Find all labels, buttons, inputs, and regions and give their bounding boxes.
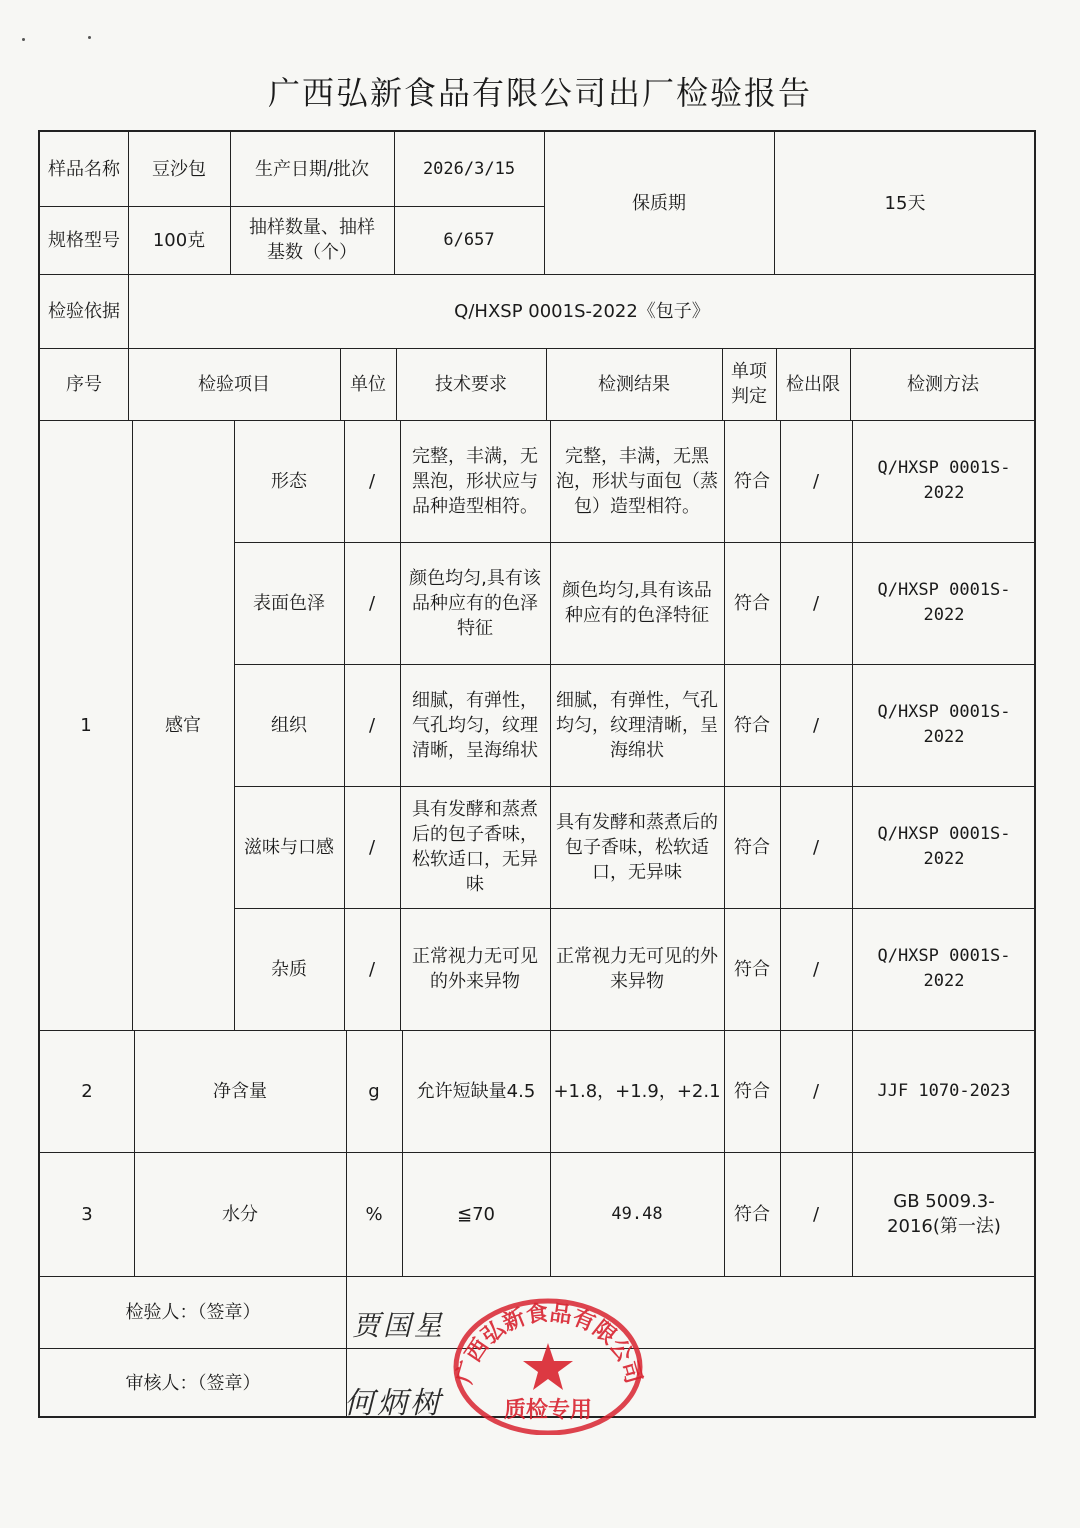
sensory-row-method: Q/HXSP 0001S-2022 — [877, 824, 1011, 869]
seal-company-text: 广西弘新食品有限公司 — [452, 1300, 646, 1387]
sensory-row-result: 颜色均匀,具有该品种应有的色泽特征 — [562, 580, 712, 626]
grid-line — [230, 132, 231, 274]
sensory-row-limit: / — [812, 714, 820, 736]
sensory-row-method: Q/HXSP 0001S-2022 — [877, 458, 1011, 503]
row-unit: % — [365, 1203, 383, 1225]
row-item: 净含量 — [213, 1080, 267, 1102]
sensory-row-item: 杂质 — [271, 958, 307, 980]
sensory-row-unit: / — [368, 470, 376, 492]
reviewer-label: 审核人：（签章） — [125, 1372, 261, 1394]
spec-label: 规格型号 — [48, 229, 120, 251]
col-no: 序号 — [66, 373, 102, 395]
prod-date: 2026/3/15 — [422, 158, 516, 179]
sensory-row-requirement: 具有发酵和蒸煮后的包子香味，松软适口，无异味 — [412, 799, 538, 895]
sensory-row-unit: / — [368, 958, 376, 980]
sensory-row-item: 滋味与口感 — [244, 836, 334, 858]
row-requirement: ≦70 — [457, 1203, 495, 1225]
group1-category: 感官 — [165, 714, 201, 736]
grid-line — [776, 348, 777, 420]
basis: Q/HXSP 0001S-2022《包子》 — [454, 300, 710, 322]
grid-line — [128, 132, 129, 348]
grid-line — [852, 420, 853, 1276]
grid-line — [780, 420, 781, 1276]
col-unit: 单位 — [350, 373, 386, 395]
sensory-row-requirement: 正常视力无可见的外来异物 — [412, 946, 538, 992]
grid-line — [550, 420, 551, 1276]
reviewer-signature: 何炳树 — [344, 1386, 443, 1421]
grid-line — [724, 420, 725, 1276]
row-result: 49.48 — [611, 1203, 663, 1224]
sensory-row-limit: / — [812, 958, 820, 980]
grid-line — [234, 542, 1036, 543]
col-requirement: 技术要求 — [435, 373, 507, 395]
seal-dept-text: 质检专用 — [503, 1398, 593, 1423]
shelf-life: 15天 — [884, 192, 926, 214]
grid-line — [234, 664, 1036, 665]
inspector-signature: 贾国星 — [352, 1309, 446, 1342]
sensory-row-requirement: 完整，丰满，无黑泡，形状应与品种造型相符。 — [412, 445, 538, 517]
sensory-row-result: 细腻，有弹性，气孔均匀，纹理清晰，呈海绵状 — [556, 689, 718, 761]
row-no: 2 — [81, 1080, 93, 1102]
shelf-life-label: 保质期 — [632, 192, 686, 214]
sensory-row-result: 具有发酵和蒸煮后的包子香味，松软适口，无异味 — [556, 811, 718, 883]
group1-no: 1 — [80, 714, 92, 736]
grid-line — [234, 908, 1036, 909]
sensory-row-limit: / — [812, 836, 820, 858]
sensory-row-unit: / — [368, 714, 376, 736]
sensory-row-unit: / — [368, 836, 376, 858]
report-title: 广西弘新食品有限公司出厂检验报告 — [267, 74, 812, 112]
sensory-row-result: 正常视力无可见的外来异物 — [556, 946, 718, 992]
grid-line — [234, 786, 1036, 787]
grid-line — [346, 1030, 347, 1276]
grid-line — [40, 1030, 1036, 1031]
sensory-row-item: 组织 — [271, 714, 307, 736]
sensory-row-method: Q/HXSP 0001S-2022 — [877, 580, 1011, 625]
grid-line — [850, 348, 851, 420]
basis-label: 检验依据 — [48, 300, 120, 322]
company-seal — [446, 1285, 650, 1435]
row-unit: g — [368, 1080, 380, 1102]
row-judgement: 符合 — [734, 1203, 770, 1225]
grid-line — [132, 420, 133, 1030]
scan-speck — [22, 38, 25, 41]
col-item: 检验项目 — [198, 373, 270, 395]
sensory-row-method: Q/HXSP 0001S-2022 — [877, 702, 1011, 747]
scan-speck — [88, 36, 91, 39]
row-requirement: 允许短缺量4.5 — [416, 1080, 536, 1102]
row-method: JJF 1070-2023 — [877, 1080, 1011, 1101]
row-limit: / — [812, 1203, 820, 1225]
row-limit: / — [812, 1080, 820, 1102]
sample-name: 豆沙包 — [152, 158, 206, 180]
grid-line — [402, 1030, 403, 1276]
row-method: GB 5009.3-2016(第一法) — [887, 1191, 1001, 1237]
grid-line — [40, 1276, 1036, 1277]
inspector-label: 检验人：（签章） — [125, 1301, 261, 1323]
sensory-row-method: Q/HXSP 0001S-2022 — [877, 946, 1011, 991]
sensory-row-requirement: 细腻，有弹性，气孔均匀，纹理清晰，呈海绵状 — [412, 689, 538, 761]
sensory-row-item: 表面色泽 — [253, 592, 325, 614]
grid-line — [546, 348, 547, 420]
grid-line — [344, 420, 345, 1030]
grid-line — [40, 206, 544, 207]
sample-name-label: 样品名称 — [48, 158, 120, 180]
sensory-row-requirement: 颜色均匀,具有该品种应有的色泽特征 — [409, 567, 541, 639]
sensory-row-judgement: 符合 — [734, 470, 770, 492]
grid-line — [234, 420, 235, 1030]
sensory-row-judgement: 符合 — [734, 592, 770, 614]
sensory-row-item: 形态 — [271, 470, 307, 492]
col-result: 检测结果 — [598, 373, 670, 395]
col-limit: 检出限 — [786, 373, 840, 395]
grid-line — [340, 348, 341, 420]
row-judgement: 符合 — [734, 1080, 770, 1102]
sensory-row-judgement: 符合 — [734, 714, 770, 736]
spec: 100克 — [152, 229, 206, 251]
grid-line — [396, 348, 397, 420]
grid-line — [40, 274, 1036, 275]
sensory-row-judgement: 符合 — [734, 836, 770, 858]
sensory-row-limit: / — [812, 592, 820, 614]
row-result: +1.8，+1.9，+2.1 — [553, 1080, 721, 1102]
grid-line — [40, 1152, 1036, 1153]
grid-line — [774, 132, 775, 274]
inspection-table — [38, 130, 1036, 1418]
grid-line — [134, 1030, 135, 1276]
grid-line — [40, 348, 1036, 349]
grid-line — [544, 132, 545, 274]
grid-line — [40, 420, 1036, 421]
row-item: 水分 — [222, 1203, 258, 1225]
grid-line — [394, 132, 395, 274]
prod-date-label: 生产日期/批次 — [254, 158, 370, 180]
grid-line — [400, 420, 401, 1030]
sampling: 6/657 — [443, 229, 495, 250]
row-no: 3 — [81, 1203, 93, 1225]
grid-line — [722, 348, 723, 420]
sensory-row-result: 完整，丰满，无黑泡，形状与面包（蒸包）造型相符。 — [556, 445, 718, 517]
sensory-row-limit: / — [812, 470, 820, 492]
col-method: 检测方法 — [907, 373, 979, 395]
grid-line — [128, 348, 129, 420]
sensory-row-unit: / — [368, 592, 376, 614]
sensory-row-judgement: 符合 — [734, 958, 770, 980]
sampling-label: 抽样数量、抽样基数（个） — [249, 217, 375, 263]
col-judgement: 单项判定 — [731, 361, 767, 407]
